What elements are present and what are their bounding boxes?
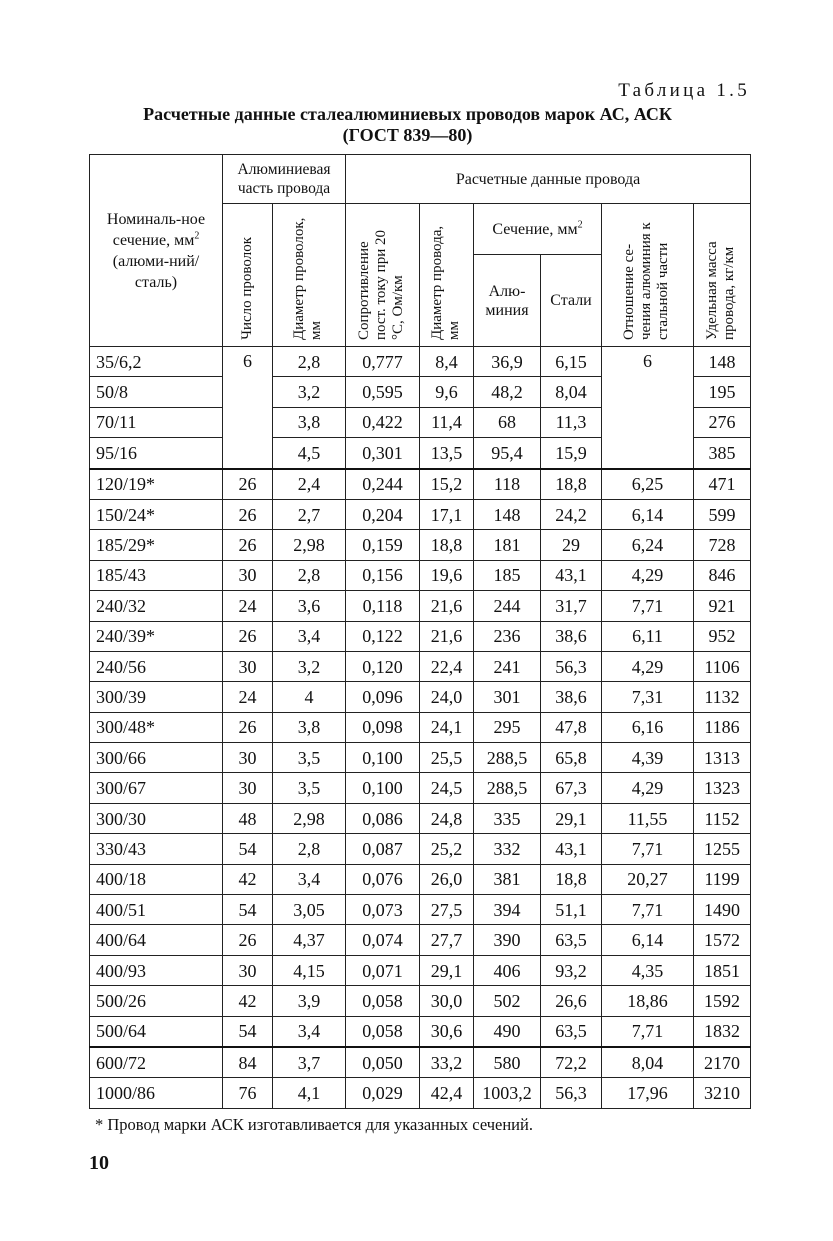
cell-d: 17,1 [420, 499, 474, 529]
table-row [90, 864, 751, 894]
cell-st: 72,2 [541, 1047, 602, 1078]
cell-wd: 3,6 [273, 591, 346, 621]
cell-wd: 4,15 [273, 955, 346, 985]
cell-st: 51,1 [541, 895, 602, 925]
cell-wd: 2,7 [273, 499, 346, 529]
cell-al: 335 [474, 803, 541, 833]
footnote: * Провод марки АСК изготавливается для указанных сечений. [95, 1115, 533, 1134]
cell-d: 27,7 [420, 925, 474, 955]
table-subtitle: (ГОСТ 839—80) [342, 125, 473, 145]
table-row [90, 1016, 751, 1047]
cell-al: 68 [474, 407, 541, 437]
cell-count: 30 [223, 773, 273, 803]
cell-wd: 3,8 [273, 407, 346, 437]
cell-st: 29 [541, 530, 602, 560]
cell-al: 381 [474, 864, 541, 894]
cell-al: 490 [474, 1016, 541, 1047]
cell-name: 240/39* [90, 621, 223, 651]
cell-r: 0,244 [346, 469, 420, 500]
cell-ratio: 4,29 [602, 560, 694, 590]
cell-d: 15,2 [420, 469, 474, 500]
wire-data-table [89, 154, 751, 1109]
cell-mass: 471 [694, 469, 751, 500]
table-row [90, 712, 751, 742]
cell-name: 1000/86 [90, 1078, 223, 1108]
cell-wd: 2,98 [273, 530, 346, 560]
cell-count: 30 [223, 955, 273, 985]
cell-al: 1003,2 [474, 1078, 541, 1108]
cell-ratio: 17,96 [602, 1078, 694, 1108]
cell-al: 36,9 [474, 347, 541, 377]
cell-count: 26 [223, 469, 273, 500]
cell-st: 63,5 [541, 925, 602, 955]
cell-mass: 2170 [694, 1047, 751, 1078]
cell-count: 26 [223, 925, 273, 955]
cell-d: 22,4 [420, 651, 474, 681]
header-nominal-sup: 2 [194, 230, 200, 242]
header-section-sup: 2 [577, 219, 583, 231]
cell-al: 181 [474, 530, 541, 560]
cell-r: 0,058 [346, 986, 420, 1016]
cell-wd: 4,5 [273, 438, 346, 469]
header-nominal-text: Номиналь-ное сечение, [106, 210, 206, 249]
cell-al: 288,5 [474, 773, 541, 803]
cell-al: 295 [474, 712, 541, 742]
cell-r: 0,204 [346, 499, 420, 529]
cell-ratio: 6,14 [602, 499, 694, 529]
cell-count: 42 [223, 986, 273, 1016]
cell-d: 42,4 [420, 1078, 474, 1108]
cell-d: 25,5 [420, 743, 474, 773]
cell-ratio: 11,55 [602, 803, 694, 833]
cell-r: 0,100 [346, 743, 420, 773]
header-diameter: Диаметр провода, мм [420, 204, 474, 347]
cell-name: 185/43 [90, 560, 223, 590]
cell-st: 65,8 [541, 743, 602, 773]
cell-wd: 4,1 [273, 1078, 346, 1108]
table-row [90, 986, 751, 1016]
cell-name: 400/51 [90, 895, 223, 925]
cell-al: 236 [474, 621, 541, 651]
cell-r: 0,073 [346, 895, 420, 925]
cell-mass: 276 [694, 407, 751, 437]
cell-wd: 3,5 [273, 773, 346, 803]
table-number: Таблица 1.5 [618, 80, 750, 101]
cell-mass: 1186 [694, 712, 751, 742]
cell-d: 25,2 [420, 834, 474, 864]
cell-mass: 1572 [694, 925, 751, 955]
cell-d: 11,4 [420, 407, 474, 437]
cell-count: 48 [223, 803, 273, 833]
cell-r: 0,087 [346, 834, 420, 864]
cell-al: 406 [474, 955, 541, 985]
cell-ratio: 6,16 [602, 712, 694, 742]
table-row [90, 1078, 751, 1108]
cell-r: 0,777 [346, 347, 420, 377]
cell-st: 56,3 [541, 651, 602, 681]
cell-name: 240/32 [90, 591, 223, 621]
cell-r: 0,120 [346, 651, 420, 681]
cell-count: 26 [223, 499, 273, 529]
cell-al: 390 [474, 925, 541, 955]
cell-mass: 148 [694, 347, 751, 377]
cell-al: 241 [474, 651, 541, 681]
cell-r: 0,074 [346, 925, 420, 955]
cell-mass: 1323 [694, 773, 751, 803]
cell-ratio: 4,35 [602, 955, 694, 985]
cell-ratio: 6,24 [602, 530, 694, 560]
cell-d: 18,8 [420, 530, 474, 560]
cell-r: 0,029 [346, 1078, 420, 1108]
cell-r: 0,422 [346, 407, 420, 437]
cell-wd: 2,98 [273, 803, 346, 833]
cell-count: 54 [223, 895, 273, 925]
cell-mass: 1490 [694, 895, 751, 925]
cell-ratio: 6,25 [602, 469, 694, 500]
cell-count: 30 [223, 651, 273, 681]
table-row [90, 1047, 751, 1078]
cell-al: 288,5 [474, 743, 541, 773]
header-wire-count: Число проволок [223, 204, 273, 347]
cell-d: 9,6 [420, 377, 474, 407]
cell-al: 95,4 [474, 438, 541, 469]
cell-name: 300/39 [90, 682, 223, 712]
cell-wd: 3,2 [273, 377, 346, 407]
header-section-text: Сечение, мм [492, 220, 578, 238]
cell-al: 244 [474, 591, 541, 621]
cell-name: 300/67 [90, 773, 223, 803]
table-row [90, 591, 751, 621]
header-steel: Стали [541, 255, 602, 347]
table-row [90, 621, 751, 651]
cell-ratio: 4,39 [602, 743, 694, 773]
cell-wd: 3,8 [273, 712, 346, 742]
cell-st: 31,7 [541, 591, 602, 621]
cell-ratio: 7,31 [602, 682, 694, 712]
cell-st: 93,2 [541, 955, 602, 985]
cell-name: 400/18 [90, 864, 223, 894]
cell-count: 54 [223, 834, 273, 864]
cell-st: 26,6 [541, 986, 602, 1016]
page-number: 10 [89, 1152, 109, 1174]
cell-ratio: 6,11 [602, 621, 694, 651]
cell-d: 19,6 [420, 560, 474, 590]
cell-count: 26 [223, 621, 273, 651]
cell-ratio: 4,29 [602, 651, 694, 681]
cell-st: 63,5 [541, 1016, 602, 1047]
cell-name: 300/48* [90, 712, 223, 742]
cell-mass: 1832 [694, 1016, 751, 1047]
cell-count: 26 [223, 712, 273, 742]
cell-name: 150/24* [90, 499, 223, 529]
table-row [90, 895, 751, 925]
cell-mass: 1255 [694, 834, 751, 864]
cell-st: 18,8 [541, 864, 602, 894]
cell-mass: 728 [694, 530, 751, 560]
cell-ratio: 4,29 [602, 773, 694, 803]
cell-mass: 195 [694, 377, 751, 407]
cell-st: 43,1 [541, 560, 602, 590]
cell-wd: 3,05 [273, 895, 346, 925]
cell-st: 6,15 [541, 347, 602, 377]
table-row [90, 530, 751, 560]
cell-mass: 385 [694, 438, 751, 469]
cell-mass: 1851 [694, 955, 751, 985]
cell-st: 29,1 [541, 803, 602, 833]
cell-r: 0,086 [346, 803, 420, 833]
cell-name: 600/72 [90, 1047, 223, 1078]
table-row [90, 803, 751, 833]
cell-mass: 1152 [694, 803, 751, 833]
cell-mass: 599 [694, 499, 751, 529]
cell-wd: 3,9 [273, 986, 346, 1016]
cell-count: 54 [223, 1016, 273, 1047]
table-row [90, 560, 751, 590]
cell-mass: 1592 [694, 986, 751, 1016]
cell-d: 8,4 [420, 347, 474, 377]
cell-r: 0,156 [346, 560, 420, 590]
cell-wd: 3,4 [273, 864, 346, 894]
cell-st: 56,3 [541, 1078, 602, 1108]
cell-d: 24,1 [420, 712, 474, 742]
cell-d: 29,1 [420, 955, 474, 985]
header-section [474, 204, 602, 255]
cell-name: 70/11 [90, 407, 223, 437]
cell-al: 118 [474, 469, 541, 500]
cell-st: 11,3 [541, 407, 602, 437]
cell-ratio: 7,71 [602, 895, 694, 925]
cell-wd: 2,4 [273, 469, 346, 500]
cell-ratio: 18,86 [602, 986, 694, 1016]
cell-ratio: 7,71 [602, 834, 694, 864]
cell-ratio: 6,14 [602, 925, 694, 955]
table-row [90, 773, 751, 803]
cell-r: 0,071 [346, 955, 420, 985]
cell-r: 0,096 [346, 682, 420, 712]
cell-r: 0,118 [346, 591, 420, 621]
cell-wd: 3,4 [273, 1016, 346, 1047]
cell-r: 0,595 [346, 377, 420, 407]
table-row [90, 955, 751, 985]
cell-name: 400/64 [90, 925, 223, 955]
cell-d: 21,6 [420, 621, 474, 651]
cell-st: 15,9 [541, 438, 602, 469]
header-calc-data: Расчетные данные провода [346, 155, 751, 204]
cell-d: 27,5 [420, 895, 474, 925]
cell-ratio: 20,27 [602, 864, 694, 894]
cell-ratio: 7,71 [602, 591, 694, 621]
table-row [90, 347, 751, 377]
header-aluminium: Алю-миния [474, 255, 541, 347]
cell-mass: 921 [694, 591, 751, 621]
cell-d: 24,8 [420, 803, 474, 833]
cell-d: 13,5 [420, 438, 474, 469]
cell-st: 67,3 [541, 773, 602, 803]
cell-count: 6 [223, 347, 273, 469]
cell-mass: 1199 [694, 864, 751, 894]
cell-name: 240/56 [90, 651, 223, 681]
cell-wd: 3,5 [273, 743, 346, 773]
cell-st: 43,1 [541, 834, 602, 864]
cell-wd: 4,37 [273, 925, 346, 955]
cell-name: 120/19* [90, 469, 223, 500]
cell-al: 580 [474, 1047, 541, 1078]
header-nominal [90, 155, 223, 347]
header-mass: Удельная масса провода, кг/км [694, 204, 751, 347]
cell-ratio: 7,71 [602, 1016, 694, 1047]
cell-ratio: 8,04 [602, 1047, 694, 1078]
cell-name: 330/43 [90, 834, 223, 864]
cell-mass: 952 [694, 621, 751, 651]
cell-st: 8,04 [541, 377, 602, 407]
cell-r: 0,100 [346, 773, 420, 803]
cell-mass: 846 [694, 560, 751, 590]
cell-r: 0,301 [346, 438, 420, 469]
cell-st: 38,6 [541, 621, 602, 651]
cell-name: 400/93 [90, 955, 223, 985]
cell-ratio: 6 [602, 347, 694, 469]
table-row [90, 682, 751, 712]
cell-r: 0,076 [346, 864, 420, 894]
cell-r: 0,122 [346, 621, 420, 651]
cell-name: 50/8 [90, 377, 223, 407]
table-title: Расчетные данные сталеалюминиевых проводов марок АС, АСК [143, 104, 672, 124]
header-resistance: Сопротивление пост. току при 20 °С, Ом/км [346, 204, 420, 347]
cell-mass: 1313 [694, 743, 751, 773]
cell-al: 48,2 [474, 377, 541, 407]
cell-count: 30 [223, 560, 273, 590]
cell-count: 42 [223, 864, 273, 894]
cell-st: 38,6 [541, 682, 602, 712]
cell-d: 21,6 [420, 591, 474, 621]
cell-al: 148 [474, 499, 541, 529]
table-row [90, 499, 751, 529]
cell-count: 30 [223, 743, 273, 773]
table-row [90, 651, 751, 681]
cell-d: 24,0 [420, 682, 474, 712]
table-row [90, 743, 751, 773]
cell-r: 0,058 [346, 1016, 420, 1047]
header-wire-diameter: Диаметр проволок, мм [273, 204, 346, 347]
cell-st: 18,8 [541, 469, 602, 500]
cell-d: 30,0 [420, 986, 474, 1016]
cell-al: 301 [474, 682, 541, 712]
cell-wd: 4 [273, 682, 346, 712]
cell-d: 33,2 [420, 1047, 474, 1078]
cell-mass: 1106 [694, 651, 751, 681]
cell-name: 300/30 [90, 803, 223, 833]
table-row [90, 925, 751, 955]
header-nominal-unit: мм [174, 231, 195, 249]
cell-d: 26,0 [420, 864, 474, 894]
cell-count: 26 [223, 530, 273, 560]
cell-count: 84 [223, 1047, 273, 1078]
cell-wd: 3,7 [273, 1047, 346, 1078]
cell-name: 95/16 [90, 438, 223, 469]
cell-wd: 2,8 [273, 560, 346, 590]
cell-r: 0,098 [346, 712, 420, 742]
cell-al: 332 [474, 834, 541, 864]
table-row [90, 469, 751, 500]
header-ratio: Отношение се-чения алюминия к стальной части [602, 204, 694, 347]
cell-st: 47,8 [541, 712, 602, 742]
cell-name: 300/66 [90, 743, 223, 773]
cell-count: 24 [223, 682, 273, 712]
cell-al: 185 [474, 560, 541, 590]
cell-count: 76 [223, 1078, 273, 1108]
table-row [90, 834, 751, 864]
cell-name: 500/64 [90, 1016, 223, 1047]
cell-r: 0,159 [346, 530, 420, 560]
cell-name: 185/29* [90, 530, 223, 560]
cell-r: 0,050 [346, 1047, 420, 1078]
cell-d: 30,6 [420, 1016, 474, 1047]
cell-al: 502 [474, 986, 541, 1016]
cell-mass: 3210 [694, 1078, 751, 1108]
header-nominal-rest: (алюми-ний/сталь) [112, 252, 200, 291]
cell-wd: 2,8 [273, 347, 346, 377]
header-al-part: Алюминиевая часть провода [223, 155, 346, 204]
cell-wd: 3,2 [273, 651, 346, 681]
cell-wd: 2,8 [273, 834, 346, 864]
cell-wd: 3,4 [273, 621, 346, 651]
cell-d: 24,5 [420, 773, 474, 803]
cell-mass: 1132 [694, 682, 751, 712]
cell-al: 394 [474, 895, 541, 925]
cell-count: 24 [223, 591, 273, 621]
cell-st: 24,2 [541, 499, 602, 529]
table-body [90, 347, 751, 1109]
cell-name: 35/6,2 [90, 347, 223, 377]
cell-name: 500/26 [90, 986, 223, 1016]
